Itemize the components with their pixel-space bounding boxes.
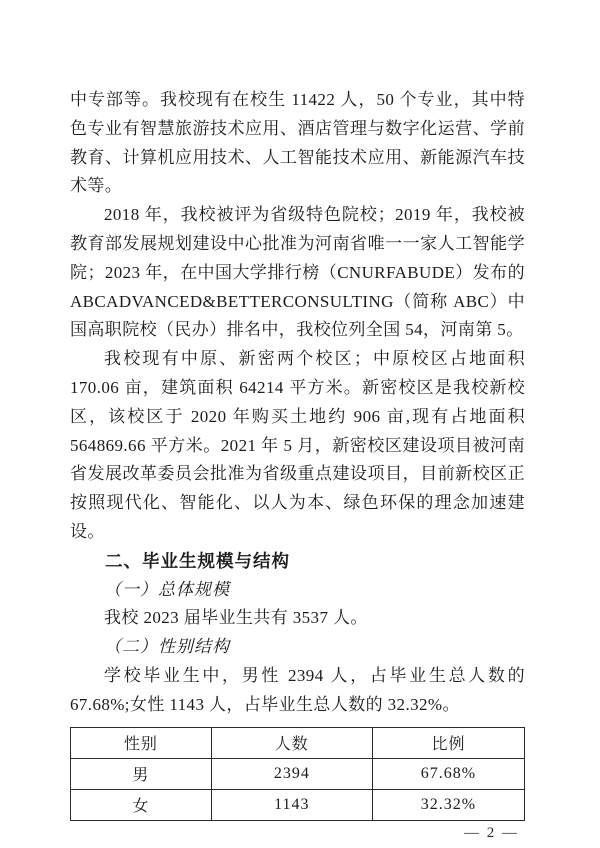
gender-structure-table: [70, 727, 525, 821]
section-heading-graduate-scale: 二、毕业生规模与结构: [105, 550, 290, 571]
page-number: — 2 —: [464, 824, 519, 841]
male-count-cell: 2394: [211, 758, 372, 789]
table-row-female: [71, 789, 525, 820]
table-header-count: 人数: [211, 727, 372, 758]
subsection-gender-structure: （二）性别结构: [104, 637, 230, 657]
table-header-row: [71, 727, 525, 758]
paragraph-school-overview: 中专部等。我校现有在校生 11422 人，50 个专业，其中特色专业有智慧旅游技术应用、酒店管理与数字化运营、学前教育、计算机应用技术、人工智能技术应用、新能源汽车技术等。: [70, 90, 525, 196]
paragraph-gender-stats: 学校毕业生中，男性 2394 人，占毕业生总人数的 67.68%;女性 1143 人，占毕业生总人数的 32.32%。: [70, 665, 525, 714]
male-ratio-cell: 67.68%: [372, 758, 524, 789]
paragraph-school-honors: 2018 年，我校被评为省级特色院校；2019 年，我校被教育部发展规划建设中心批准为河南省唯一一家人工智能学院；2023 年，在中国大学排行榜（CNURFABUDE）发布的 ABCADVANCED&BETTERCONSULTING（简称 ABC）中国高职院校（民办）排名中，我校位列全国 54，河南第 5。: [70, 205, 525, 340]
paragraph-total-graduates: 我校 2023 届毕业生共有 3537 人。: [104, 608, 368, 628]
table-header-gender: 性别: [71, 727, 212, 758]
table-header-ratio: 比例: [372, 727, 524, 758]
female-ratio-cell: 32.32%: [372, 789, 524, 820]
female-gender-cell: 女: [71, 789, 212, 820]
female-count-cell: 1143: [211, 789, 372, 820]
male-gender-cell: 男: [71, 758, 212, 789]
paragraph-campuses: 我校现有中原、新密两个校区；中原校区占地面积 170.06 亩，建筑面积 64214 平方米。新密校区是我校新校区，该校区于 2020 年购买土地约 906 亩,现有占地面积 564869.66 平方米。2021 年 5 月，新密校区建设项目被河南省发展改革委员会批准为省级重点建设项目，目前新校区正按照现代化、智能化、以人为本、绿色环保的理念加速建设。: [70, 349, 525, 541]
subsection-overall-scale: （一）总体规模: [104, 579, 230, 599]
table-row-male: [71, 758, 525, 789]
